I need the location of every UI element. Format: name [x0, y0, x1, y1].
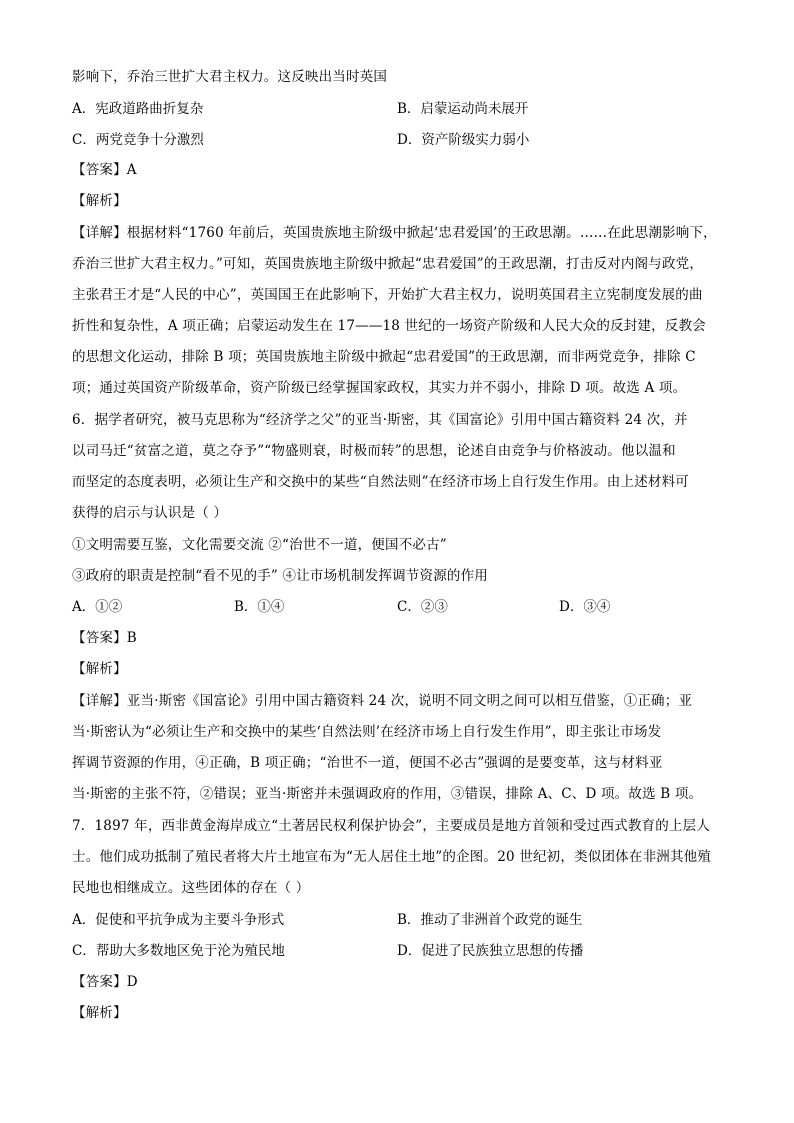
q6-detail-line: 当·斯密的主张不符，②错误；亚当·斯密并未强调政府的作用，③错误，排除 A、C、D 项。故选 B 项。	[72, 786, 703, 802]
q6-stem-line: 获得的启示与认识是（ ）	[72, 505, 228, 521]
q6-option-d: D．③④	[559, 599, 611, 615]
q7-answer: 【答案】D	[72, 974, 138, 990]
q6-stem-line: 以司马迁“贫富之道，莫之夺予”“物盛则衰，时极而转”的思想，论述自由竞争与价格波动。他以温和	[72, 443, 676, 459]
q7-stem-line: 士。他们成功抵制了殖民者将大片土地宣布为“无人居住土地”的企图。20 世纪初，类似团体在非洲其他殖	[72, 849, 712, 865]
q5-stem-tail: 影响下，乔治三世扩大君主权力。这反映出当时英国	[72, 69, 388, 85]
q5-answer: 【答案】A	[72, 162, 137, 178]
q7-stem-line: 7．1897 年，西非黄金海岸成立“土著居民权利保护协会”，主要成员是地方首领和受过西式教育的上层人	[72, 818, 711, 834]
q5-detail-line: 项；通过英国资产阶级革命，资产阶级已经掌握国家政权，其实力并不弱小，排除 D 项。故选 A 项。	[72, 380, 687, 396]
q6-stem-line: 6．据学者研究，被马克思称为“经济学之父”的亚当·斯密，其《国富论》引用中国古籍资料 24 次，并	[72, 412, 688, 428]
q5-option-c: C．两党竞争十分激烈	[72, 132, 204, 148]
q6-answer: 【答案】B	[72, 630, 137, 646]
q5-detail-line: 乔治三世扩大君主权力。”可知，英国贵族地主阶级中掀起“忠君爱国”的王政思潮，打击反对内阁与政党，	[72, 256, 704, 272]
q6-stem-line: 而坚定的态度表明，必须让生产和交换中的某些“自然法则”在经济市场上自行发生作用。由上述材料可	[72, 474, 690, 490]
q5-detail-line: 折性和复杂性，A 项正确；启蒙运动发生在 17——18 世纪的一场资产阶级和人民大众的反封建，反教会	[72, 318, 706, 334]
q5-option-a: A．宪政道路曲折复杂	[72, 101, 204, 117]
q5-detail-line: 【详解】根据材料“1760 年前后，英国贵族地主阶级中掀起‘忠君爱国’的王政思潮。……在此思潮影响下，	[72, 225, 717, 241]
q5-option-d: D．资产阶级实力弱小	[397, 132, 530, 148]
q7-option-a: A．促使和平抗争成为主要斗争形式	[72, 912, 285, 928]
q5-detail-line: 主张君王才是“人民的中心”，英国国王在此影响下，开始扩大君主权力，说明英国君主立宪制度发展的曲	[72, 287, 703, 303]
q6-statements-line: ①文明需要互鉴，文化需要交流 ②“治世不一道，便国不必古”	[72, 537, 447, 553]
q6-detail-line: 当·斯密认为“必须让生产和交换中的某些‘自然法则’在经济市场上自行发生作用”，即主张让市场发	[72, 724, 662, 740]
q6-detail-line: 【详解】亚当·斯密《国富论》引用中国古籍资料 24 次，说明不同文明之间可以相互借鉴，①正确；亚	[72, 693, 693, 709]
q6-statements-line: ③政府的职责是控制“看不见的手” ④让市场机制发挥调节资源的作用	[72, 568, 488, 584]
q5-analysis-label: 【解析】	[72, 193, 127, 209]
q6-option-a: A．①②	[72, 599, 123, 615]
q6-option-c: C．②③	[397, 599, 448, 615]
q7-option-d: D．促进了民族独立思想的传播	[397, 943, 584, 959]
q7-stem-line: 民地也相继成立。这些团体的存在（ ）	[72, 880, 310, 896]
q5-detail-line: 的思想文化运动，排除 B 项；英国贵族地主阶级中掀起“忠君爱国”的王政思潮，而非两党竞争，排除 C	[72, 349, 696, 365]
q6-option-b: B．①④	[234, 599, 285, 615]
q5-option-b: B．启蒙运动尚未展开	[397, 101, 529, 117]
q6-analysis-label: 【解析】	[72, 661, 127, 677]
q7-option-b: B．推动了非洲首个政党的诞生	[397, 912, 583, 928]
q7-analysis-label: 【解析】	[72, 1005, 127, 1021]
q6-detail-line: 挥调节资源的作用，④正确，B 项正确；“治世不一道，便国不必古”强调的是要变革，这与材料亚	[72, 755, 663, 771]
q7-option-c: C．帮助大多数地区免于沦为殖民地	[72, 943, 285, 959]
